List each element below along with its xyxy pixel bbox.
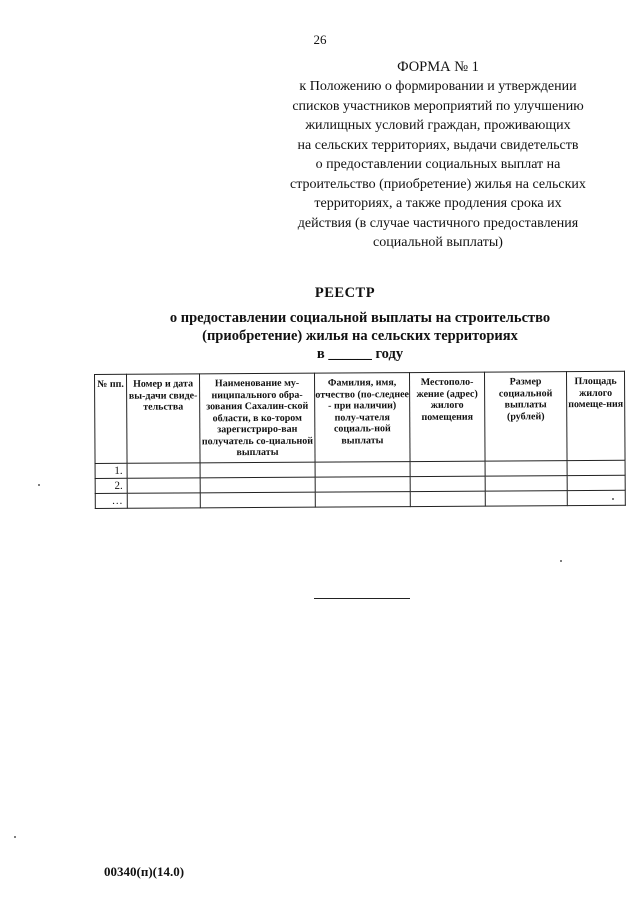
table-cell — [410, 476, 485, 491]
table-cell — [315, 477, 410, 493]
table-row — [95, 490, 625, 508]
form-caption — [268, 77, 608, 253]
table-cell — [567, 490, 625, 505]
registry-subtitle — [100, 309, 620, 363]
table-cell — [200, 477, 315, 493]
form-caption-line: на сельских территориях, выдачи свидетельств — [297, 137, 579, 153]
table-cell-number: 2. — [95, 478, 127, 493]
registry-heading: РЕЕСТР — [314, 285, 376, 301]
table-cell — [127, 493, 200, 508]
page-number: 26 — [313, 32, 327, 47]
table-cell — [200, 492, 315, 508]
table-cell — [485, 461, 567, 477]
table-cell — [315, 492, 410, 508]
table-cell — [127, 463, 200, 478]
form-caption-line: социальной выплаты) — [373, 235, 503, 250]
form-caption-line: строительство (приобретение) жилья на сельских — [290, 176, 586, 192]
table-cell — [485, 476, 567, 492]
scan-speck — [560, 560, 562, 562]
column-header-number: № пп. — [95, 374, 128, 463]
table-cell — [315, 462, 410, 478]
column-header-address: Местополо-жение (адрес) жилого помещения — [409, 372, 485, 461]
table-cell — [567, 460, 625, 475]
table-cell — [567, 475, 625, 490]
table-cell — [485, 491, 567, 507]
column-header-recipient-name: Фамилия, имя, отчество (по-следнее - при наличии) полу-чателя социаль-ной выплаты — [314, 373, 410, 463]
registry-subtitle-line: о предоставлении социальной выплаты на строительство — [169, 310, 551, 326]
table-cell — [410, 491, 485, 506]
table-cell — [410, 461, 485, 476]
form-caption-line: к Положению о формировании и утверждении — [299, 79, 577, 94]
column-header-certificate: Номер и дата вы-дачи свиде-тельства — [127, 374, 201, 463]
table-cell-number: 1. — [95, 463, 127, 478]
column-header-area: Площадь жилого помеще-ния — [566, 371, 625, 460]
form-caption-line: списков участников мероприятий по улучшению — [292, 98, 584, 114]
closing-rule — [314, 598, 410, 599]
table-cell — [127, 478, 200, 493]
form-title: ФОРМА № 1 — [397, 59, 479, 75]
column-header-municipality: Наименование му-ниципального обра-зования Сахалин-ской области, в ко-тором зарегистриро-ван получатель со-циальной выплаты — [200, 373, 316, 463]
form-caption-line: территориях, а также продления срока их — [314, 196, 562, 211]
registry-subtitle-line: (приобретение) жилья на сельских территориях — [202, 328, 518, 344]
registry-table — [94, 371, 626, 509]
form-caption-line: жилищных условий граждан, проживающих — [305, 118, 571, 133]
registry-year-line: в ______ году — [316, 346, 404, 362]
scan-speck — [38, 484, 40, 486]
table-cell-number: … — [95, 493, 127, 508]
table-cell — [200, 462, 315, 478]
scan-speck — [14, 836, 16, 838]
form-caption-line: действия (в случае частичного предоставления — [297, 215, 579, 231]
form-attachment-block — [268, 58, 608, 253]
scan-speck — [612, 498, 614, 500]
column-header-payment-amount: Размер социальной выплаты (рублей) — [484, 372, 567, 461]
form-caption-line: о предоставлении социальных выплат на — [315, 157, 561, 172]
document-code: 00340(п)(14.0) — [104, 864, 185, 879]
table-header-row — [95, 371, 626, 463]
